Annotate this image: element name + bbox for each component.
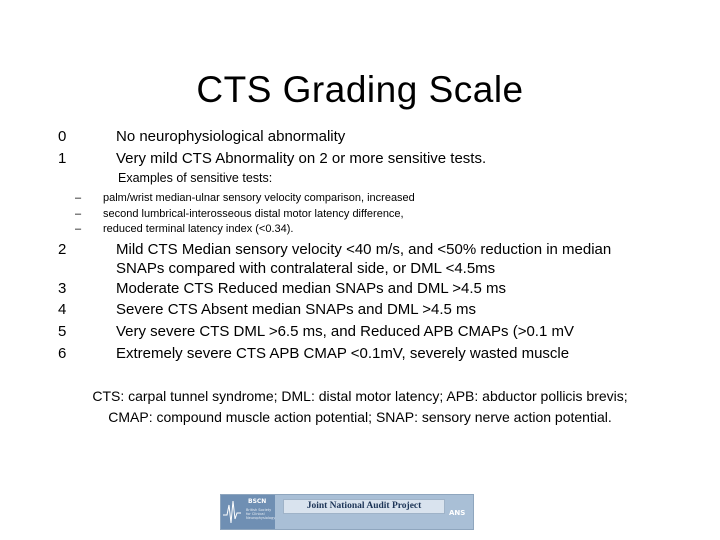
grade-description-cont: SNAPs compared with contralateral side, or DML <4.5ms (116, 260, 496, 277)
grade-number: 3 (58, 280, 67, 297)
bscn-subtitle: British Society for Clinical Neurophysiology (246, 508, 276, 520)
slide-title: CTS Grading Scale (196, 68, 524, 110)
logo-banner: Joint National Audit Project (283, 499, 445, 514)
grade-description: Extremely severe CTS APB CMAP <0.1mV, severely wasted muscle (116, 345, 570, 362)
grade-description: Very mild CTS Abnormality on 2 or more sensitive tests. (116, 150, 487, 167)
dash-bullet: – (75, 192, 82, 204)
grade-description: No neurophysiological abnormality (116, 128, 346, 145)
grade-description: Severe CTS Absent median SNAPs and DML >4.5 ms (116, 301, 477, 318)
grade-number: 6 (58, 345, 67, 362)
bscn-logo-panel (221, 495, 275, 529)
grade-description: Moderate CTS Reduced median SNAPs and DML >4.5 ms (116, 280, 507, 297)
example-text: reduced terminal latency index (<0.34). (103, 223, 294, 235)
example-text: palm/wrist median-ulnar sensory velocity comparison, increased (103, 192, 415, 204)
grade-number: 1 (58, 150, 67, 167)
bscn-label: BSCN (248, 498, 267, 505)
footnote-line: CTS: carpal tunnel syndrome; DML: distal motor latency; APB: abductor pollicis brevis; (92, 388, 628, 404)
grade-number: 4 (58, 301, 67, 318)
audit-project-logo (220, 494, 474, 530)
dash-bullet: – (75, 208, 82, 220)
grade-number: 2 (58, 241, 67, 258)
grade-description: Mild CTS Median sensory velocity <40 m/s, and <50% reduction in median (116, 241, 612, 258)
examples-heading: Examples of sensitive tests: (118, 171, 273, 185)
dash-bullet: – (75, 223, 82, 235)
grade-number: 0 (58, 128, 67, 145)
ans-label: ANS (449, 509, 466, 517)
footnote-line: CMAP: compound muscle action potential; SNAP: sensory nerve action potential. (108, 409, 612, 425)
grade-description: Very severe CTS DML >6.5 ms, and Reduced APB CMAPs (>0.1 mV (116, 323, 574, 340)
grade-number: 5 (58, 323, 67, 340)
abbreviations-footnote (0, 386, 720, 428)
example-text: second lumbrical-interosseous distal motor latency difference, (103, 208, 404, 220)
waveform-icon (221, 495, 245, 529)
